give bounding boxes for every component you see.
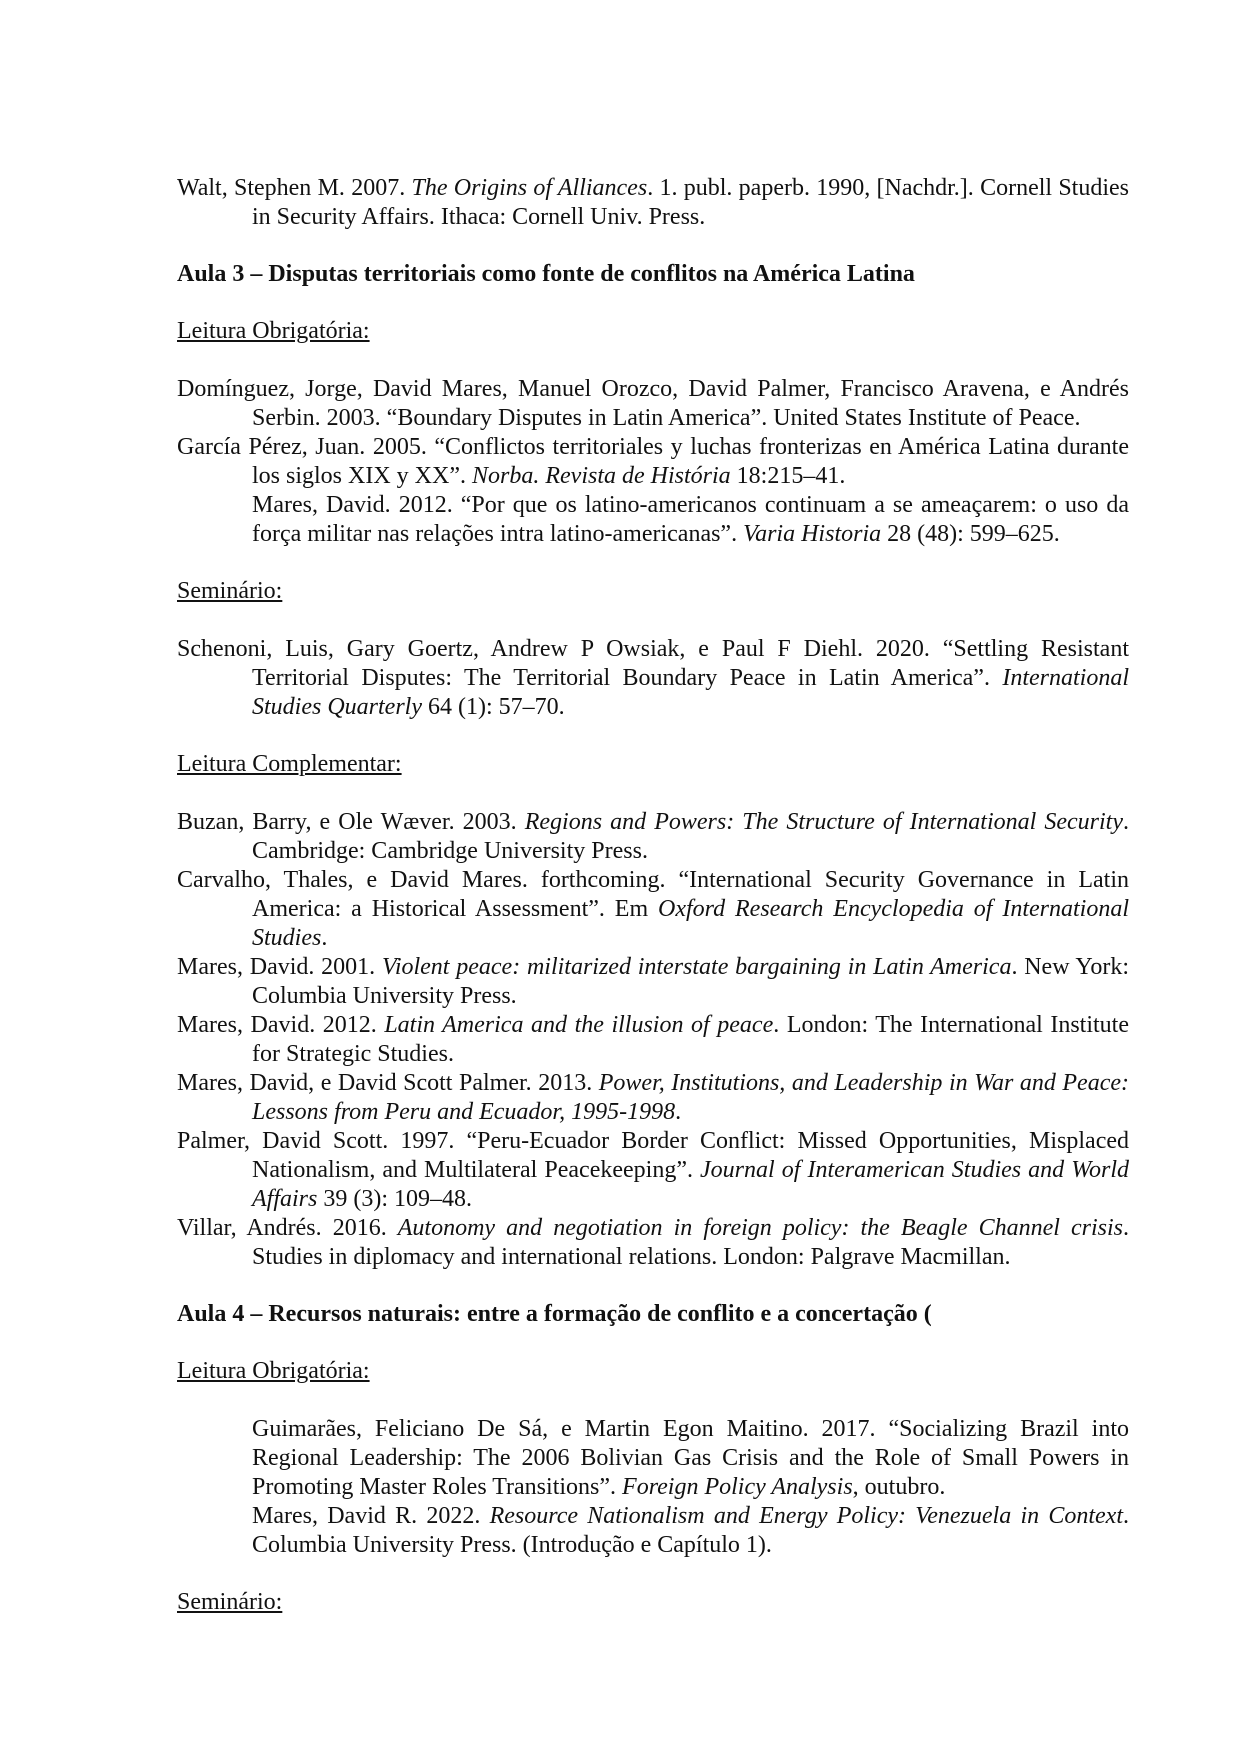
reference-entry: Mares, David, e David Scott Palmer. 2013. Power, Institutions, and Leadership in War and Peace: Lessons from Peru and Ecuador, 1995-1998. <box>177 1070 1129 1125</box>
reference-entry: Carvalho, Thales, e David Mares. forthcoming. “International Security Governance in Latin America: a Historical Assessment”. Em Oxford Research Encyclopedia of International Studies. <box>177 867 1130 951</box>
document-page <box>177 174 1129 1646</box>
leitura-obrigatoria-label: Leitura Obrigatória: <box>177 318 370 344</box>
section-heading-aula-4: Aula 4 – Recursos naturais: entre a formação de conflito e a concertação ( <box>177 1301 932 1327</box>
leitura-complementar-label: Leitura Complementar: <box>177 751 402 777</box>
reference-entry: Buzan, Barry, e Ole Wæver. 2003. Regions and Powers: The Structure of International Security. Cambridge: Cambridge University Press. <box>177 809 1129 864</box>
reference-entry: García Pérez, Juan. 2005. “Conflictos territoriales y luchas fronterizas en América Latina durante los siglos XIX y XX”. Norba. Revista de História 18:215–41. <box>177 434 1129 489</box>
reference-entry: Mares, David. 2012. Latin America and the illusion of peace. London: The International Institute for Strategic Studies. <box>177 1012 1129 1067</box>
reference-entry: Schenoni, Luis, Gary Goertz, Andrew P Owsiak, e Paul F Diehl. 2020. “Settling Resistant Territorial Disputes: The Territorial Boundary Peace in Latin America”. International Studies Quarterly 64 (1): 57–70. <box>177 636 1129 720</box>
reference-entry: Walt, Stephen M. 2007. The Origins of Alliances. 1. publ. paperb. 1990, [Nachdr.]. Cornell Studies in Security Affairs. Ithaca: Cornell Univ. Press. <box>177 175 1130 230</box>
reference-entry: Palmer, David Scott. 1997. “Peru-Ecuador Border Conflict: Missed Opportunities, Misplaced Nationalism, and Multilateral Peacekeeping”. Journal of Interamerican Studies and World Affairs 39 (3): 109–48. <box>177 1128 1129 1212</box>
reference-entry: Villar, Andrés. 2016. Autonomy and negotiation in foreign policy: the Beagle Channel crisis. Studies in diplomacy and international relations. London: Palgrave Macmillan. <box>177 1215 1129 1270</box>
section-heading-aula-3: Aula 3 – Disputas territoriais como fonte de conflitos na América Latina <box>177 261 915 287</box>
leitura-obrigatoria-label: Leitura Obrigatória: <box>177 1358 370 1384</box>
reference-entry: Domínguez, Jorge, David Mares, Manuel Orozco, David Palmer, Francisco Aravena, e Andrés Serbin. 2003. “Boundary Disputes in Latin America”. United States Institute of Peace. <box>177 376 1129 431</box>
reference-entry: Guimarães, Feliciano De Sá, e Martin Egon Maitino. 2017. “Socializing Brazil into Regional Leadership: The 2006 Bolivian Gas Crisis and the Role of Small Powers in Promoting Master Roles Transitions”. Foreign Policy Analysis, outubro. <box>252 1416 1129 1500</box>
seminario-label: Seminário: <box>177 578 283 604</box>
reference-entry: Mares, David. 2001. Violent peace: militarized interstate bargaining in Latin America. New York: Columbia University Press. <box>177 954 1129 1009</box>
seminario-label: Seminário: <box>177 1589 283 1615</box>
reference-entry: Mares, David. 2012. “Por que os latino-americanos continuam a se ameaçarem: o uso da força militar nas relações intra latino-americanas”. Varia Historia 28 (48): 599–625. <box>252 492 1129 547</box>
reference-entry: Mares, David R. 2022. Resource Nationalism and Energy Policy: Venezuela in Context. Columbia University Press. (Introdução e Capítulo 1). <box>252 1503 1130 1558</box>
